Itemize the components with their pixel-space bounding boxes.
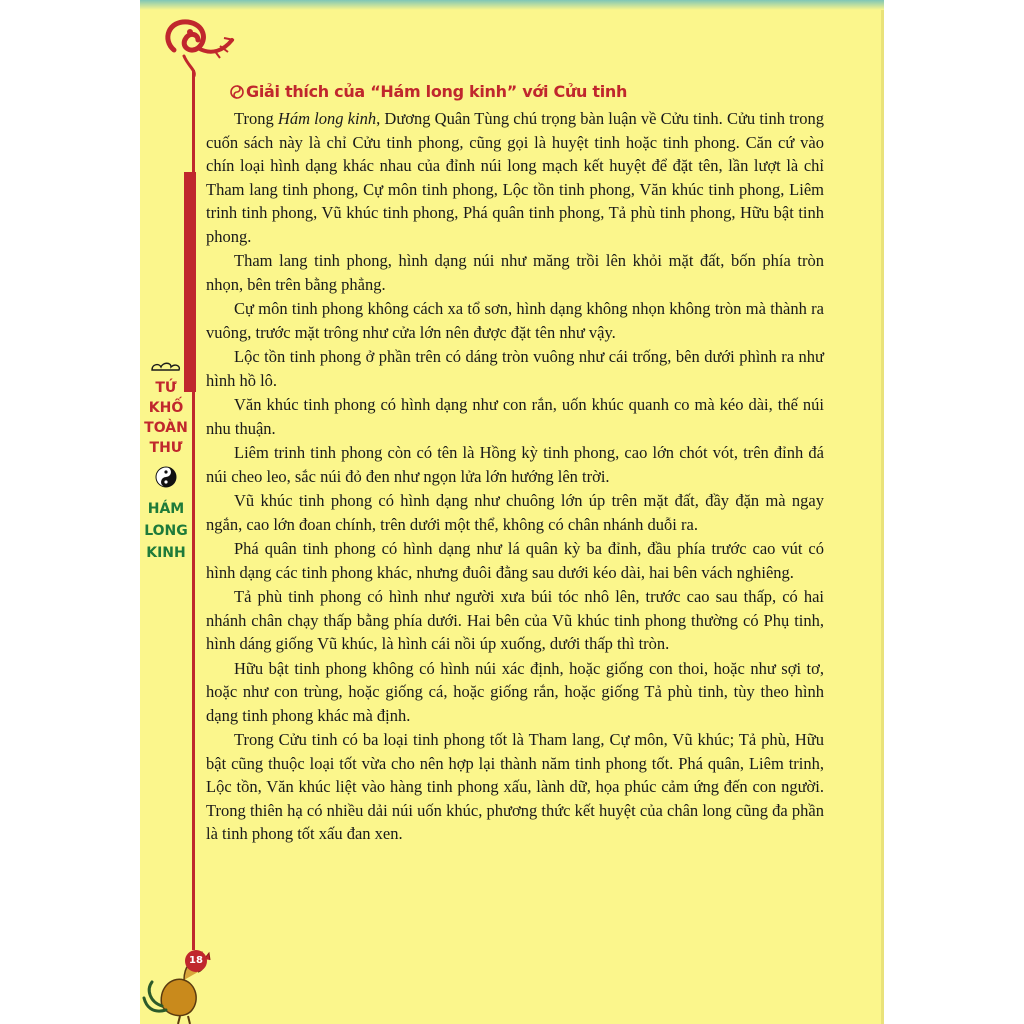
paragraph-text: , Dương Quân Tùng chú trọng bàn luận về Cửu tinh. Cửu tinh trong cuốn sách này là chỉ Cửu tinh phong, cũng gọi là huyệt tinh hoặc tinh phong. Căn cứ vào chín loại hình dạng khác nhau của đỉnh núi long mạch kết huyệt để đặt tên, lần lượt là chỉ Tham lang tinh phong, Cự môn tinh phong, Lộc tồn tinh phong, Văn khúc tinh phong, Liêm trinh tinh phong, Vũ khúc tinh phong, Phá quân tinh phong, Tả phù tinh phong, Hữu bật tinh phong. <box>206 109 825 246</box>
side-title <box>140 360 192 564</box>
side-word: HÁM <box>147 501 185 517</box>
dragon-icon <box>154 10 244 80</box>
paragraph: Cự môn tinh phong không cách xa tổ sơn, hình dạng không nhọn không tròn mà thành ra vuông, trước mặt trông như cửa lớn nên được đặt tên như vậy. <box>206 299 824 342</box>
paragraph: Vũ khúc tinh phong có hình dạng như chuông lớn úp trên mặt đất, đầy đặn mà ngay ngắn, cao lớn đoan chính, trên dưới một thể, không có chân nhánh duỗi ra. <box>206 491 824 534</box>
cloud-icon <box>149 360 183 374</box>
paragraph: Trong Cửu tinh có ba loại tinh phong tốt là Tham lang, Cự môn, Vũ khúc; Tả phù, Hữu bật cũng thuộc loại tốt vừa cho nên hợp lại thành năm tinh phong tốt. Phá quân, Liêm trinh, Lộc tồn, Văn khúc liệt vào hàng tinh phong xấu, lành dữ, họa phúc cảm ứng đến con người. Trong thiên hạ có nhiều dải núi uốn khúc, phương thức kết huyệt của chân long cũng đa phần là tinh phong tốt xấu đan xen. <box>206 730 824 843</box>
heading-prefix: Giải thích của <box>246 82 371 101</box>
side-title-bottom <box>140 498 192 564</box>
side-word: THƯ <box>149 440 183 456</box>
yin-yang-icon <box>155 466 177 488</box>
rooster-icon <box>140 936 230 1024</box>
section-heading <box>230 82 850 101</box>
side-title-top <box>140 378 192 458</box>
page-number: 18 <box>185 950 207 972</box>
paragraph: Hữu bật tinh phong không có hình núi xác định, hoặc giống con thoi, hoặc như sợi tơ, hoặc như con trùng, hoặc giống cá, hoặc giống rắn, hoặc giống Tả phù tinh, tùy theo hình dạng tinh phong khác mà định. <box>206 658 824 725</box>
book-title-italic: Hám long kinh <box>277 109 377 128</box>
side-word: LONG <box>144 523 188 539</box>
body-text <box>206 107 824 847</box>
paragraph: Tham lang tinh phong, hình dạng núi như măng trồi lên khỏi mặt đất, bốn phía tròn nhọn, bên trên bằng phẳng. <box>206 251 824 294</box>
paragraph: Lộc tồn tinh phong ở phần trên có dáng tròn vuông như cái trống, bên dưới phình ra như hình hồ lô. <box>206 347 824 390</box>
swirl-icon <box>230 85 244 99</box>
side-word: KHỐ <box>148 400 184 416</box>
paragraph: Tả phù tinh phong có hình như người xưa búi tóc nhô lên, trước cao sau thấp, có hai nhánh chân chạy thấp bằng phía dưới. Hai bên của Vũ khúc tinh phong thường có Phụ tinh, hình dáng giống Vũ khúc, là hình cái nồi úp xuống, dưới thấp thì tròn. <box>206 587 824 653</box>
paragraph-text: Trong <box>234 109 278 128</box>
paragraph: Liêm trinh tinh phong còn có tên là Hồng kỳ tinh phong, cao lớn chót vót, trên đỉnh đá núi cheo leo, sắc núi đỏ đen như ngọn lửa lớn hướng lên trời. <box>206 443 824 486</box>
side-bar <box>184 172 196 392</box>
heading-quoted: “Hám long kinh” <box>370 82 517 101</box>
side-word: TOÀN <box>144 420 188 436</box>
side-word: TỨ <box>155 380 177 396</box>
top-band <box>140 0 884 10</box>
paragraph: Phá quân tinh phong có hình dạng như lá quân kỳ ba đỉnh, đầu phía trước cao vút có hình dạng các tinh phong khác, nhưng đuôi đằng sau dưới kéo dài, hai bên vách nghiêng. <box>206 539 824 582</box>
paragraph: Văn khúc tinh phong có hình dạng như con rắn, uốn khúc quanh co mà kéo dài, thế núi nhu thuận. <box>206 395 824 438</box>
heading-suffix: với Cửu tinh <box>516 82 628 101</box>
side-word: KINH <box>146 545 186 561</box>
book-page <box>140 0 884 1024</box>
paragraph <box>206 107 824 248</box>
